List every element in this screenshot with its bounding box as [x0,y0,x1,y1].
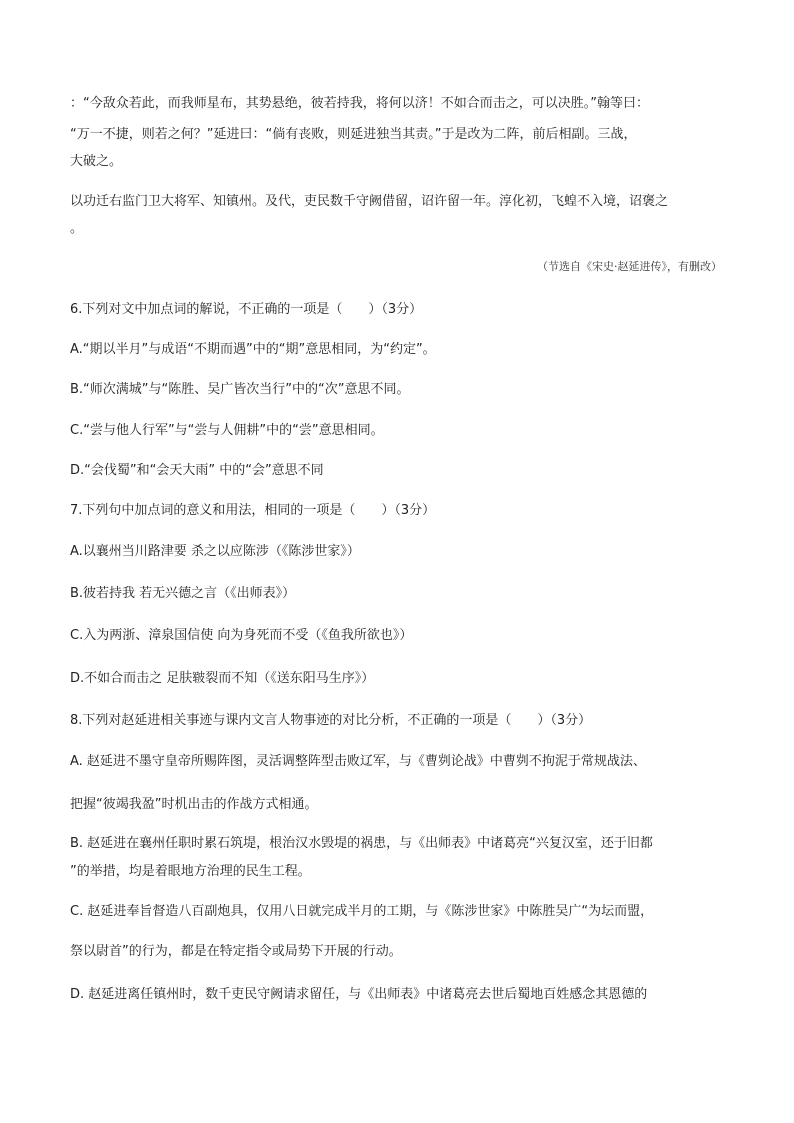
q6-stem: 6.下列对文中加点词的解说，不正确的一项是（ ）（3分） [70,302,423,317]
q8-option-b-line1: B. 赵延进在襄州任职时累石筑堤，根治汉水毁堤的祸患，与《出师表》中诸葛亮“兴复汉室，还于旧都 [70,836,653,851]
passage-line-4: 以功迁右监门卫大将军、知镇州。及代，吏民数千守阙借留，诏许留一年。淳化初，飞蝗不入境，诏褒之 [70,194,669,209]
q8-option-b-line2: ”的举措，均是着眼地方治理的民生工程。 [70,864,311,879]
passage-line-2: “万一不捷，则若之何？”延进曰：“倘有丧败，则延进独当其责。”于是改为二阵，前后相副。三战， [70,127,637,142]
q8-option-a-line2: 把握“彼竭我盈”时机出击的作战方式相通。 [70,797,318,812]
q7-option-a: A.以襄州当川路津要 杀之以应陈涉（《陈涉世家》） [70,544,360,559]
q7-option-d: D.不如合而击之 足肤皲裂而不知（《送东阳马生序》） [70,671,375,686]
q8-stem: 8.下列对赵延进相关事迹与课内文言人物事迹的对比分析，不正确的一项是（ ）（3分） [70,713,592,728]
q6-option-a: A.“期以半月”与成语“不期而遇”中的“期”意思相同，为“约定”。 [70,342,436,357]
q8-option-c-line2: 祭以尉首”的行为，都是在特定指令或局势下开展的行动。 [70,944,402,959]
q7-option-b: B.彼若持我 若无兴德之言（《出师表》） [70,586,296,601]
passage-line-1: ：“今敌众若此，而我师星布，其势悬绝，彼若持我，将何以济！不如合而击之，可以决胜。”翰等曰： [70,96,649,111]
source-citation: （节选自《宋史·赵延进传》，有删改） [537,260,722,273]
passage-line-5: 。 [70,221,84,236]
q7-stem: 7.下列句中加点词的意义和用法，相同的一项是（ ）（3分） [70,503,436,518]
q6-option-d: D.“会伐蜀”和“会天大雨” 中的“会”意思不同 [70,463,324,478]
q8-option-d-line1: D. 赵延进离任镇州时，数千吏民守阙请求留任，与《出师表》中诸葛亮去世后蜀地百姓感念其恩德的 [70,987,648,1002]
q6-option-c: C.“尝与他人行军”与“尝与人佣耕”中的“尝”意思相同。 [70,423,384,438]
q8-option-a-line1: A. 赵延进不墨守皇帝所赐阵图，灵活调整阵型击败辽军，与《曹刿论战》中曹刿不拘泥于常规战法、 [70,754,646,769]
q7-option-c: C.入为两浙、漳泉国信使 向为身死而不受（《鱼我所欲也》） [70,628,413,643]
q8-option-c-line1: C. 赵延进奉旨督造八百副炮具，仅用八日就完成半月的工期，与《陈涉世家》中陈胜吴广“为坛而盟， [70,904,654,919]
q6-option-b: B.“师次满城”与“陈胜、吴广皆次当行”中的“次”意思不同。 [70,382,410,397]
passage-line-3: 大破之。 [70,154,123,169]
